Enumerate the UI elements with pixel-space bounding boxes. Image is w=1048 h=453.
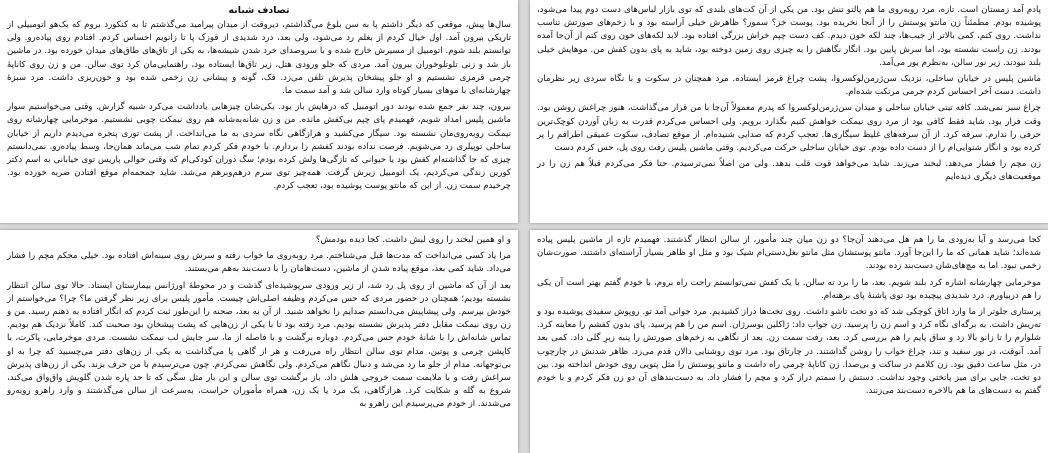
paragraph: کجا می‌رسد و آیا به‌زودی ما را هم هل می‌دهند آن‌جا؟ دو زن میان چند مأمور، از سالن انتظار گذشتند. فهمیدم تازه از ماشین پلیس پیاده شده‌اند؛ شاید همانی که ما را این‌جا آورد. مانتو پوستشان مثل مانتو بغل‌دستی‌ام شیک بود و مثل او ظاهر بسیار آراسته‌ای داشتند. صورت‌شان زخمی نبود. اما به مچ‌های‌شان دست‌بند زده بودند. [537, 235, 1041, 272]
paragraph: مرا یاد کسی می‌انداخت که مدت‌ها قبل می‌شناختم. مرد روبه‌روی ما خواب رفته و سرش روی سینه‌اش افتاده بود. خیلی محکم مچم را فشار می‌داد. شاید کمی بعد، موقع پیاده شدن از ماشین، دست‌هامان را با دست‌بند به‌هم می‌بستند. [7, 251, 511, 275]
paragraph: بعد از آن که ماشین از روی پل رد شد، از زیر ورودی سرپوشیده‌ای گذشت و در محوطهٔ اورژانس بیمارستان ایستاد. حالا توی سالن انتظار نشسته بودیم؛ همچنان در حضور مردی که حس می‌کردم وظیفه اصلی‌اش چیست. مأمور پلیس برای زیر نظر گرفتن ما؟ چرا؟ می‌خواستم از خودش بپرسم. ولی پیشاپیش می‌دانستم صدایم را نخواهد شنید. از آن به بعد، صحنه را این‌طور ثبت کردم که انگار افتاده به ذهنم رسید. من و زن روی نیمکت مقابل دفتر پذیرش نشسته بودیم. مرد رفته بود تا با یکی از زن‌هایی که پشت پیشخان بود صحبت کند. کاملاً نزدیک هم بودیم. تماس شانه‌اش را با شانهٔ خودم حس می‌کردم. دوباره برگشت و با فاصله از ما، سر جایش لب نیمکت نشست. مردی موخرمایی، پاکرت، با کاپشن چرمی و پوتین، مدام توی سالن انتظار راه می‌رفت و هر از گاهی پا می‌گذاشت به یکی از زن‌های دفتر می‌چسبید که چرا به او بی‌توجهانه. مدام از جلو ما رد می‌شد و دنبال نگاهم می‌کردم. ولی نگاهش نمی‌کردم. چون می‌ترسیدم با من حرف بزند. یکی از زن‌های پذیرش سراغش رفت و با ملایمت سمت خروجی هلش داد. باز برگشت توی سالن و این بار مثل سگی که تا حد پاره شدن گلویش واق‌واق می‌کند، شروع به گله و شکایت کرد. هرازگاهی، یک مرد یا یک زن، همراه مأموران حراست، به‌سرعت از سالن می‌گذشتند و وارد راهرو روبه‌رو می‌شدند. از خودم می‌پرسیدم این راهرو به [7, 280, 511, 410]
page-bottom-left [0, 230, 518, 453]
paragraph: سال‌ها پیش، موقعی که دیگر داشتم پا به سن بلوغ می‌گذاشتم، دیروقت از میدان پیرامید می‌گذشتم تا به کنکورد بروم که یک‌هو اتومبیلی از تاریکی بیرون آمد. اول خیال کردم از بغلم رد می‌شود، ولی بعد، درد شدیدی از قوزک پا تا زانویم احساس کردم. افتادم روی پیاده‌رو. ولی توانستم بلند شوم. اتومبیل از مسیرش خارج شده و با سروصدای خرد شدن شیشه‌ها، به یکی از تاق‌های طاق‌های میدان خورده بود. در ماشین باز شد و زنی تلوتلوخوران بیرون آمد. مردی که جلو ورودی هتل، زیر تاق‌ها ایستاده بود، راهنمایی‌مان کرد توی سالن. من و زن روی کاناپهٔ چرمی قرمزی نشستیم و او جلو پیشخان پذیرش تلفن می‌زد. فک، گونه و پیشانی زن زخمی شده بود و خون‌ریزی داشت. مرد سبزهٔ چهارشانه‌ای با موهای بسیار کوتاه وارد سالن شد و آمد سمت ما. [7, 20, 511, 97]
story-title: تصادف شبانه [228, 5, 290, 16]
paragraph: موخرمایی چهارشانه اشاره کرد بلند شویم. بعد، ما را برد ته سالن. با یک کفش نمی‌توانستم راحت راه بروم، با خودم گفتم بهتر است آن یکی را هم دربیاورم. درد شدیدی پیچیده بود توی پاشنهٔ پای برهنه‌ام. [537, 277, 1041, 301]
page-top-right [530, 0, 1048, 223]
paragraph: ماشین پلیس در خیابان ساحلی، نزدیک سن‌ژرمن‌لوکسروا، پشت چراغ قرمز ایستاده. مرد همچنان در سکوت و با نگاه سردی زیر نظرمان داشت. دست آخر احساس کردم جرمی مرتکب شده‌ام. [537, 74, 1041, 98]
page-top-left [0, 0, 518, 223]
paragraph: و او همین لبخند را روی لبش داشت. کجا دیده بودمش؟ [315, 235, 511, 245]
paragraph: پرستاری جلوتر از ما وارد اتاق کوچکی شد که دو تخت تاشو داشت. روی تخت‌ها دراز کشیدیم. مرد جوانی آمد تو. روپوش سفیدی پوشیده بود و ته‌ریش داشت. به برگه‌ای نگاه کرد و اسم زن را پرسید. زن جواب داد: ژاکلین بوسرژان. اسم من را هم پرسید. پای بدون کفشم را معاینه کرد. شلوارم را تا زانو بالا زد و ساق پایم را هم بررسی کرد. بعد، رفت سمت زن. بعد از نگاهی به زخم‌های صورتش را پنبه زیرِ گلی داد. کمی بعد آمد. آنوقت، در نور سفید و تند، چراغ خواب را روشن گذاشتند. در چارتاق بود. مرد توی روشنایی دالان قدم می‌زد. ظاهر شدنش در چارچوب در، مثل ساعت دقیق بود. زن کلامم در ساکت و بی‌صدا. زن کاناپهٔ چرمی راه داشت و مانتو پوستش را مثل پتویی روی خودش انداخته بود. بین دو تخت، جایی برای میز پاتختی وجود نداشت. دستش را سمتم دراز کرد و مچم را فشار داد. به دست‌بندهای آن دو زن فکر کردم و با خودم گفتم به دست‌های ما هم بالاخره دست‌بند می‌زنند. [537, 307, 1041, 397]
page-bottom-right [530, 230, 1048, 453]
paragraph: پادم آمد زمستان است. تازه، مرد روبەروی ما هم پالتو تنش بود. من یکی از آن کت‌های بلندی که توی بازار لباس‌های دست دوم پیدا می‌شود، پوشیده بودم. مطمئناً زن مانتو پوستش را از آنجا نخریده بود. پوست خز؟ سمور؟ ظاهرش خیلی آراسته بود و با زخم‌های صورتش تناسب نداشت. روی کتم، کمی بالاتر از جیب‌ها، چند لکه خون دیدم. کف دست چپم خراش بزرگی افتاده بود. لابد لکه‌های خون روی کتم از آن‌جا آمده بودند. زن راست نشسته بود، اما سرش پایین بود. انگار نگاهش را به چیزی روی زمین دوخته بود، شاید به پای بدون کفش من. موهایش خیلی بلند نبودند. زیر نور سالن، به‌نظرم بور می‌آمد. [537, 5, 1041, 68]
paragraph: چراغ سبز نمی‌شد. کافه تیتی خیابان ساحلی و میدان سن‌ژرمن‌لوکسروا که پدرم معمولاً آن‌جا با من قرار می‌گذاشت، هنوز چراغش روشن بود. وقت فرار بود. شاید فقط کافی بود از مرد روی نیمکت خواهش کنیم بگذارد برویم. ولی احساس می‌کردم قدرت به زبان آوردن کوچک‌ترین حرفی را ندارم. سرفه کرد. از آن سرفه‌های غلیظ سیگاری‌ها. تعجب کردم که صدایی شنیده‌ام. از موقع تصادف، سکوت عمیقی اطرافم را پر کرده بود و انگار شنوایی‌ام را از دست داده بودم. توی خیابان ساحلی حرکت می‌کردیم. وقتی ماشین پلیس رفت روی پل، حس کردم دست [537, 103, 1041, 154]
paragraph: بیرون، چند نفر جمع شده بودند دور اتومبیل که درهایش باز بود. یکی‌شان چیزهایی یادداشت می‌کرد شبیه گزارش. وقتی می‌خواستیم سوار ماشین پلیس امداد شویم، فهمیدم پای چپم بی‌کفش مانده. من و زن شانه‌به‌شانه هم روی نیمکت چوبی نشستیم. موخرمایی چهارشانه روی نیمکت روبه‌روی‌مان نشسته بود. سیگار می‌کشید و هراز‌گاهی نگاه سردی به ما می‌انداخت. از پشت توری پنجره می‌دیدم داریم از خیابان ساحلی توپیلری رد می‌شویم. فرصت نداده بودند کفشم را بردارم. با خودم فکر کردم تمام شب می‌ماند همان‌جا، وسط پیاده‌رو. نمی‌دانستم چیزی که جا گذاشته‌ام کفش بود یا حیوانی که تازگی‌ها ولش کرده بودم؛ سگ دوران کودکی‌ام که وقتی حوالی پاریس توی خیابانی به اسم دکتر کورین زندگی می‌کردیم، یک اتومبیل زیرش گرفت. همه‌چیز توی سرم درهم‌وبرهم می‌شد. شاید جمجمه‌ام موقع افتادن ضربه خورده بود. چرخیدم سمت زن. از این که مانتو پوست پوشیده بود، تعجب کردم. [7, 102, 511, 192]
paragraph: زن مچم را فشار می‌دهد. لبخند می‌زند. شاید می‌خواهد قوت قلب بدهد. ولی من اصلاً نمی‌ترسیدم. حتا فکر می‌کردم قبلاً هم زن را در موقعیت‌های دیگری دیده‌ایم [537, 159, 1041, 183]
